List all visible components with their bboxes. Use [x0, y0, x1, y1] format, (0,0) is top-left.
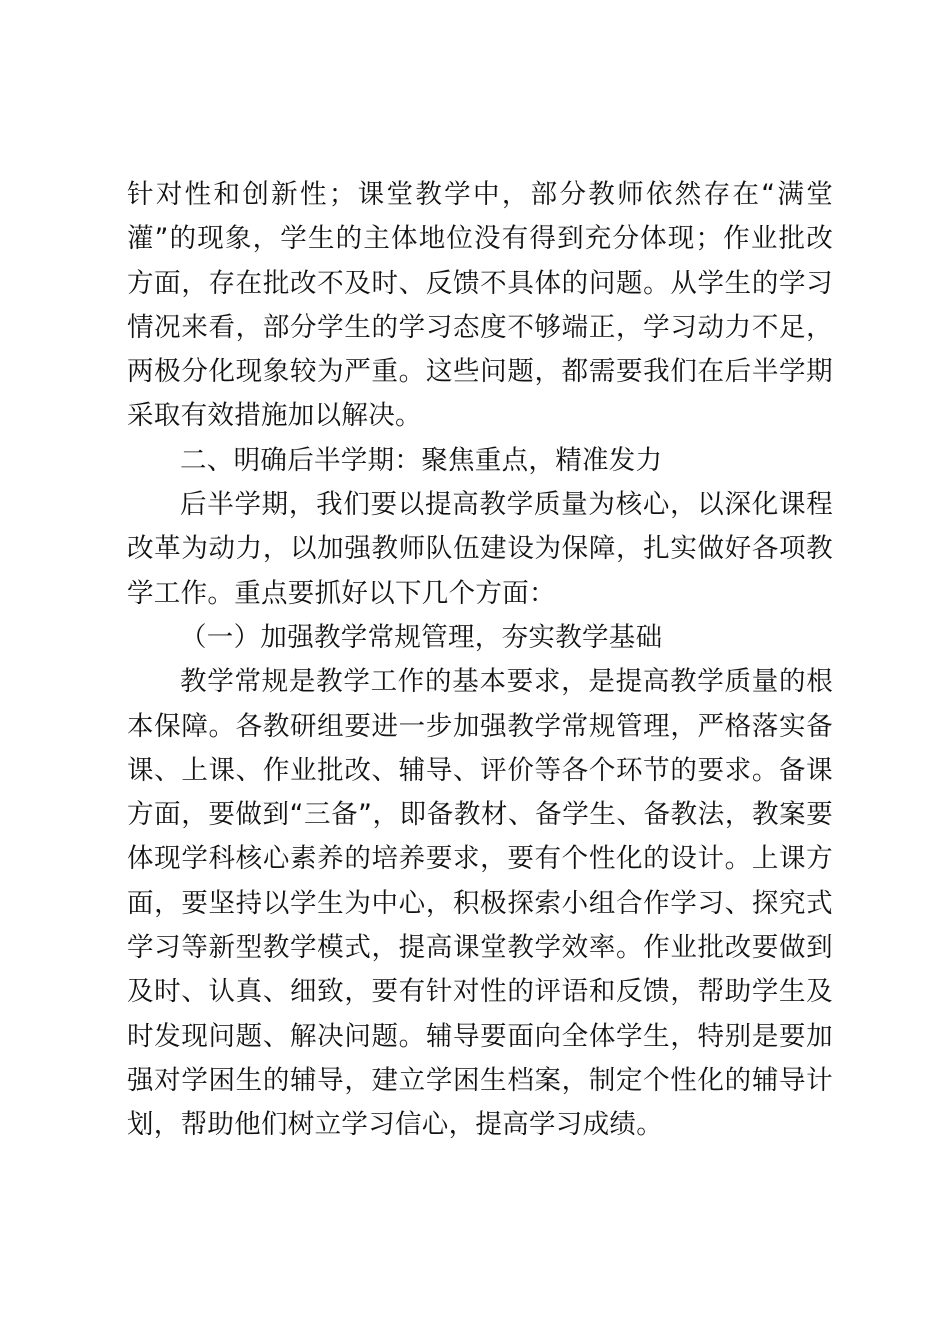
section-heading: 二、明确后半学期：聚焦重点，精准发力	[180, 444, 663, 476]
document-page	[127, 173, 833, 1148]
body-paragraph: 针对性和创新性；课堂教学中，部分教师依然存在“满堂灌”的现象，学生的主体地位没有得到充分体现；作业批改方面，存在批改不及时、反馈不具体的问题。从学生的学习情况来看，部分学生的学习态度不够端正，学习动力不足，两极分化现象较为严重。这些问题，都需要我们在后半学期采取有效措施加以解决。	[127, 179, 833, 432]
subsection-heading: （一）加强教学常规管理，夯实教学基础	[180, 621, 663, 653]
body-paragraph: 教学常规是教学工作的基本要求，是提高教学质量的根本保障。各教研组要进一步加强教学常规管理，严格落实备课、上课、作业批改、辅导、评价等各个环节的要求。备课方面，要做到“三备”，即备教材、备学生、备教法，教案要体现学科核心素养的培养要求，要有个性化的设计。上课方面，要坚持以学生为中心，积极探索小组合作学习、探究式学习等新型教学模式，提高课堂教学效率。作业批改要做到及时、认真、细致，要有针对性的评语和反馈，帮助学生及时发现问题、解决问题。辅导要面向全体学生，特别是要加强对学困生的辅导，建立学困生档案，制定个性化的辅导计划，帮助他们树立学习信心，提高学习成绩。	[127, 666, 833, 1141]
body-paragraph: 后半学期，我们要以提高教学质量为核心，以深化课程改革为动力，以加强教师队伍建设为保障，扎实做好各项教学工作。重点要抓好以下几个方面：	[127, 489, 833, 609]
